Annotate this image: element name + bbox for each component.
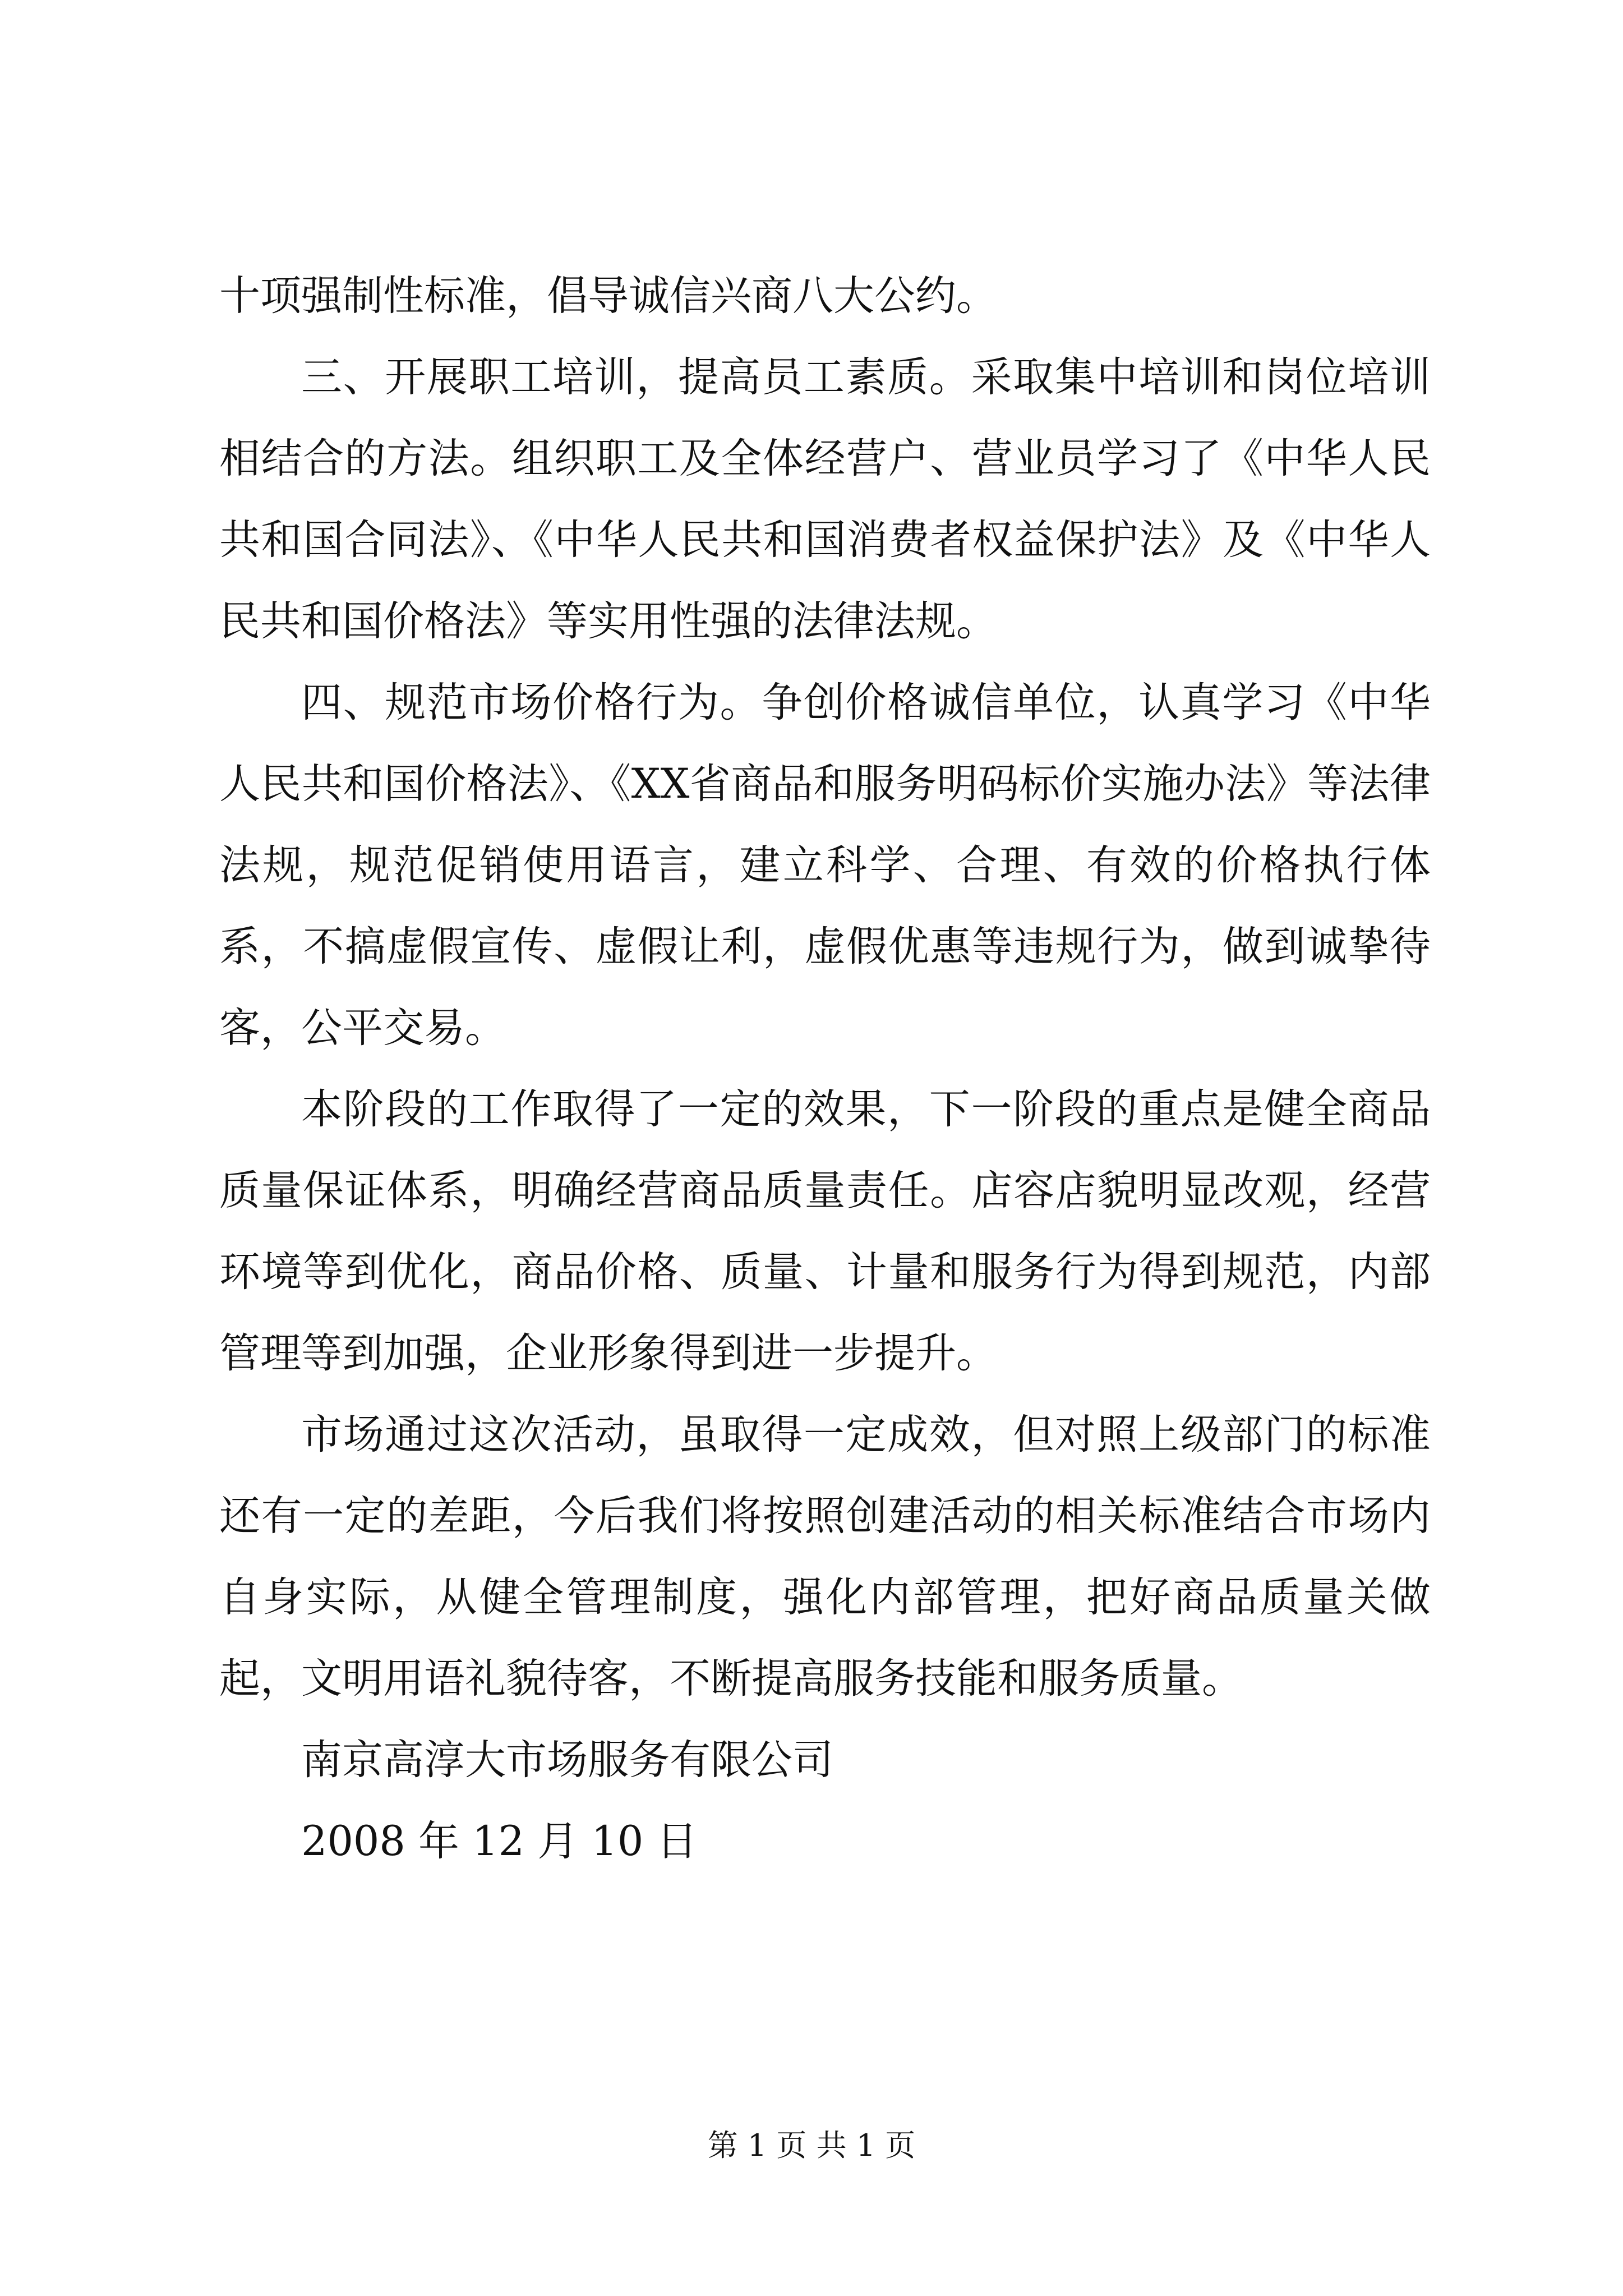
document-body [219, 255, 1431, 1882]
paragraph-staff-training: 三、开展职工培训，提高员工素质。采取集中培训和岗位培训相结合的方法。组织职工及全体经营户、营业员学习了《中华人民共和国合同法》、《中华人民共和国消费者权益保护法》及《中华人民共和国价格法》等实用性强的法律法规。 [219, 353, 1431, 645]
paragraph-price-conduct: 四、规范市场价格行为。争创价格诚信单位，认真学习《中华人民共和国价格法》、《XX省商品和服务明码标价实施办法》等法律法规，规范促销使用语言，建立科学、合理、有效的价格执行体系，不搞虚假宣传、虚假让利，虚假优惠等违规行为，做到诚挚待客，公平交易。 [219, 679, 1431, 1052]
paragraph-stage-results: 本阶段的工作取得了一定的效果，下一阶段的重点是健全商品质量保证体系，明确经营商品质量责任。店容店貌明显改观，经营环境等到优化，商品价格、质量、计量和服务行为得到规范，内部管理等到加强，企业形象得到进一步提升。 [219, 1085, 1431, 1377]
paragraph-conclusion: 市场通过这次活动，虽取得一定成效，但对照上级部门的标准还有一定的差距，今后我们将按照创建活动的相关标准结合市场内自身实际，从健全管理制度，强化内部管理，把好商品质量关做起，文明用语礼貌待客，不断提高服务技能和服务质量。 [219, 1411, 1431, 1703]
page-number: 第 1 页 共 1 页 [707, 2128, 916, 2163]
paragraph-continuation: 十项强制性标准，倡导诚信兴商八大公约。 [219, 272, 997, 320]
signature-company: 南京高淳大市场服务有限公司 [301, 1736, 833, 1784]
signature-date: 2008 年 12 月 10 日 [301, 1818, 698, 1865]
page-footer [0, 2126, 1623, 2165]
